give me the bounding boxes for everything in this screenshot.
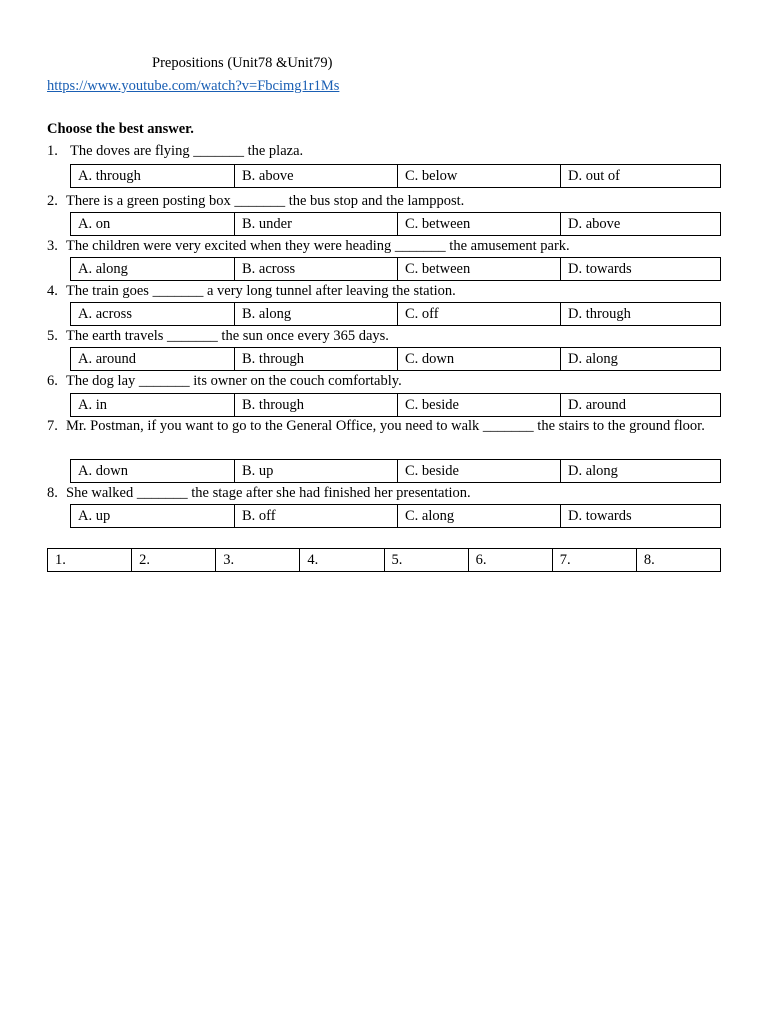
answer-box-2[interactable]: 2. bbox=[132, 549, 216, 572]
question-number: 4. bbox=[47, 283, 58, 299]
question-text: She walked _______ the stage after she had finished her presentation. bbox=[66, 485, 471, 501]
question-text: Mr. Postman, if you want to go to the General Office, you need to walk _______ the stairs to the ground floor. bbox=[66, 418, 705, 434]
question-1 bbox=[47, 140, 727, 162]
question-number: 2. bbox=[47, 193, 58, 209]
options-row-4 bbox=[70, 302, 721, 326]
option-d[interactable]: D. towards bbox=[561, 505, 721, 528]
option-a[interactable]: A. through bbox=[71, 165, 235, 188]
options-row-1 bbox=[70, 164, 721, 188]
question-2 bbox=[47, 190, 727, 212]
youtube-link[interactable]: https://www.youtube.com/watch?v=Fbcimg1r1Ms bbox=[47, 78, 340, 94]
option-d[interactable]: D. around bbox=[561, 394, 721, 417]
answer-box-4[interactable]: 4. bbox=[300, 549, 384, 572]
option-c[interactable]: C. along bbox=[398, 505, 561, 528]
option-b[interactable]: B. along bbox=[235, 303, 398, 326]
option-b[interactable]: B. under bbox=[235, 213, 398, 236]
question-7 bbox=[47, 415, 727, 437]
option-c[interactable]: C. between bbox=[398, 213, 561, 236]
option-b[interactable]: B. above bbox=[235, 165, 398, 188]
answer-table bbox=[47, 548, 721, 572]
question-number: 3. bbox=[47, 238, 58, 254]
question-text: There is a green posting box _______ the bus stop and the lamppost. bbox=[66, 193, 465, 209]
question-text: The earth travels _______ the sun once every 365 days. bbox=[66, 328, 389, 344]
option-a[interactable]: A. around bbox=[71, 348, 235, 371]
option-c[interactable]: C. below bbox=[398, 165, 561, 188]
options-row-8 bbox=[70, 504, 721, 528]
answer-box-7[interactable]: 7. bbox=[552, 549, 636, 572]
option-c[interactable]: C. down bbox=[398, 348, 561, 371]
option-d[interactable]: D. along bbox=[561, 460, 721, 483]
question-6 bbox=[47, 370, 727, 392]
option-b[interactable]: B. across bbox=[235, 258, 398, 281]
option-d[interactable]: D. towards bbox=[561, 258, 721, 281]
option-a[interactable]: A. across bbox=[71, 303, 235, 326]
answer-box-5[interactable]: 5. bbox=[384, 549, 468, 572]
option-b[interactable]: B. through bbox=[235, 348, 398, 371]
option-c[interactable]: C. beside bbox=[398, 394, 561, 417]
answer-box-3[interactable]: 3. bbox=[216, 549, 300, 572]
answer-box-6[interactable]: 6. bbox=[468, 549, 552, 572]
options-row-5 bbox=[70, 347, 721, 371]
option-d[interactable]: D. through bbox=[561, 303, 721, 326]
instructions: Choose the best answer. bbox=[47, 121, 194, 137]
question-number: 5. bbox=[47, 328, 58, 344]
question-3 bbox=[47, 235, 727, 257]
option-d[interactable]: D. out of bbox=[561, 165, 721, 188]
question-number: 7. bbox=[47, 418, 58, 434]
option-b[interactable]: B. off bbox=[235, 505, 398, 528]
question-number: 1. bbox=[47, 143, 58, 159]
question-5 bbox=[47, 325, 727, 347]
answer-box-8[interactable]: 8. bbox=[636, 549, 720, 572]
options-row-2 bbox=[70, 212, 721, 236]
option-d[interactable]: D. above bbox=[561, 213, 721, 236]
options-row-3 bbox=[70, 257, 721, 281]
question-number: 6. bbox=[47, 373, 58, 389]
question-number: 8. bbox=[47, 485, 58, 501]
question-text: The doves are flying _______ the plaza. bbox=[70, 143, 304, 159]
option-a[interactable]: A. in bbox=[71, 394, 235, 417]
question-4 bbox=[47, 280, 727, 302]
options-row-7 bbox=[70, 459, 721, 483]
option-a[interactable]: A. up bbox=[71, 505, 235, 528]
option-c[interactable]: C. between bbox=[398, 258, 561, 281]
options-row-6 bbox=[70, 393, 721, 417]
option-c[interactable]: C. beside bbox=[398, 460, 561, 483]
question-text: The dog lay _______ its owner on the couch comfortably. bbox=[66, 373, 402, 389]
question-8 bbox=[47, 482, 727, 504]
option-b[interactable]: B. up bbox=[235, 460, 398, 483]
question-text: The children were very excited when they were heading _______ the amusement park. bbox=[66, 238, 570, 254]
option-c[interactable]: C. off bbox=[398, 303, 561, 326]
option-a[interactable]: A. down bbox=[71, 460, 235, 483]
option-a[interactable]: A. along bbox=[71, 258, 235, 281]
option-a[interactable]: A. on bbox=[71, 213, 235, 236]
question-text: The train goes _______ a very long tunnel after leaving the station. bbox=[66, 283, 456, 299]
worksheet-title: Prepositions (Unit78 &Unit79) bbox=[152, 55, 333, 71]
option-d[interactable]: D. along bbox=[561, 348, 721, 371]
option-b[interactable]: B. through bbox=[235, 394, 398, 417]
answer-box-1[interactable]: 1. bbox=[48, 549, 132, 572]
